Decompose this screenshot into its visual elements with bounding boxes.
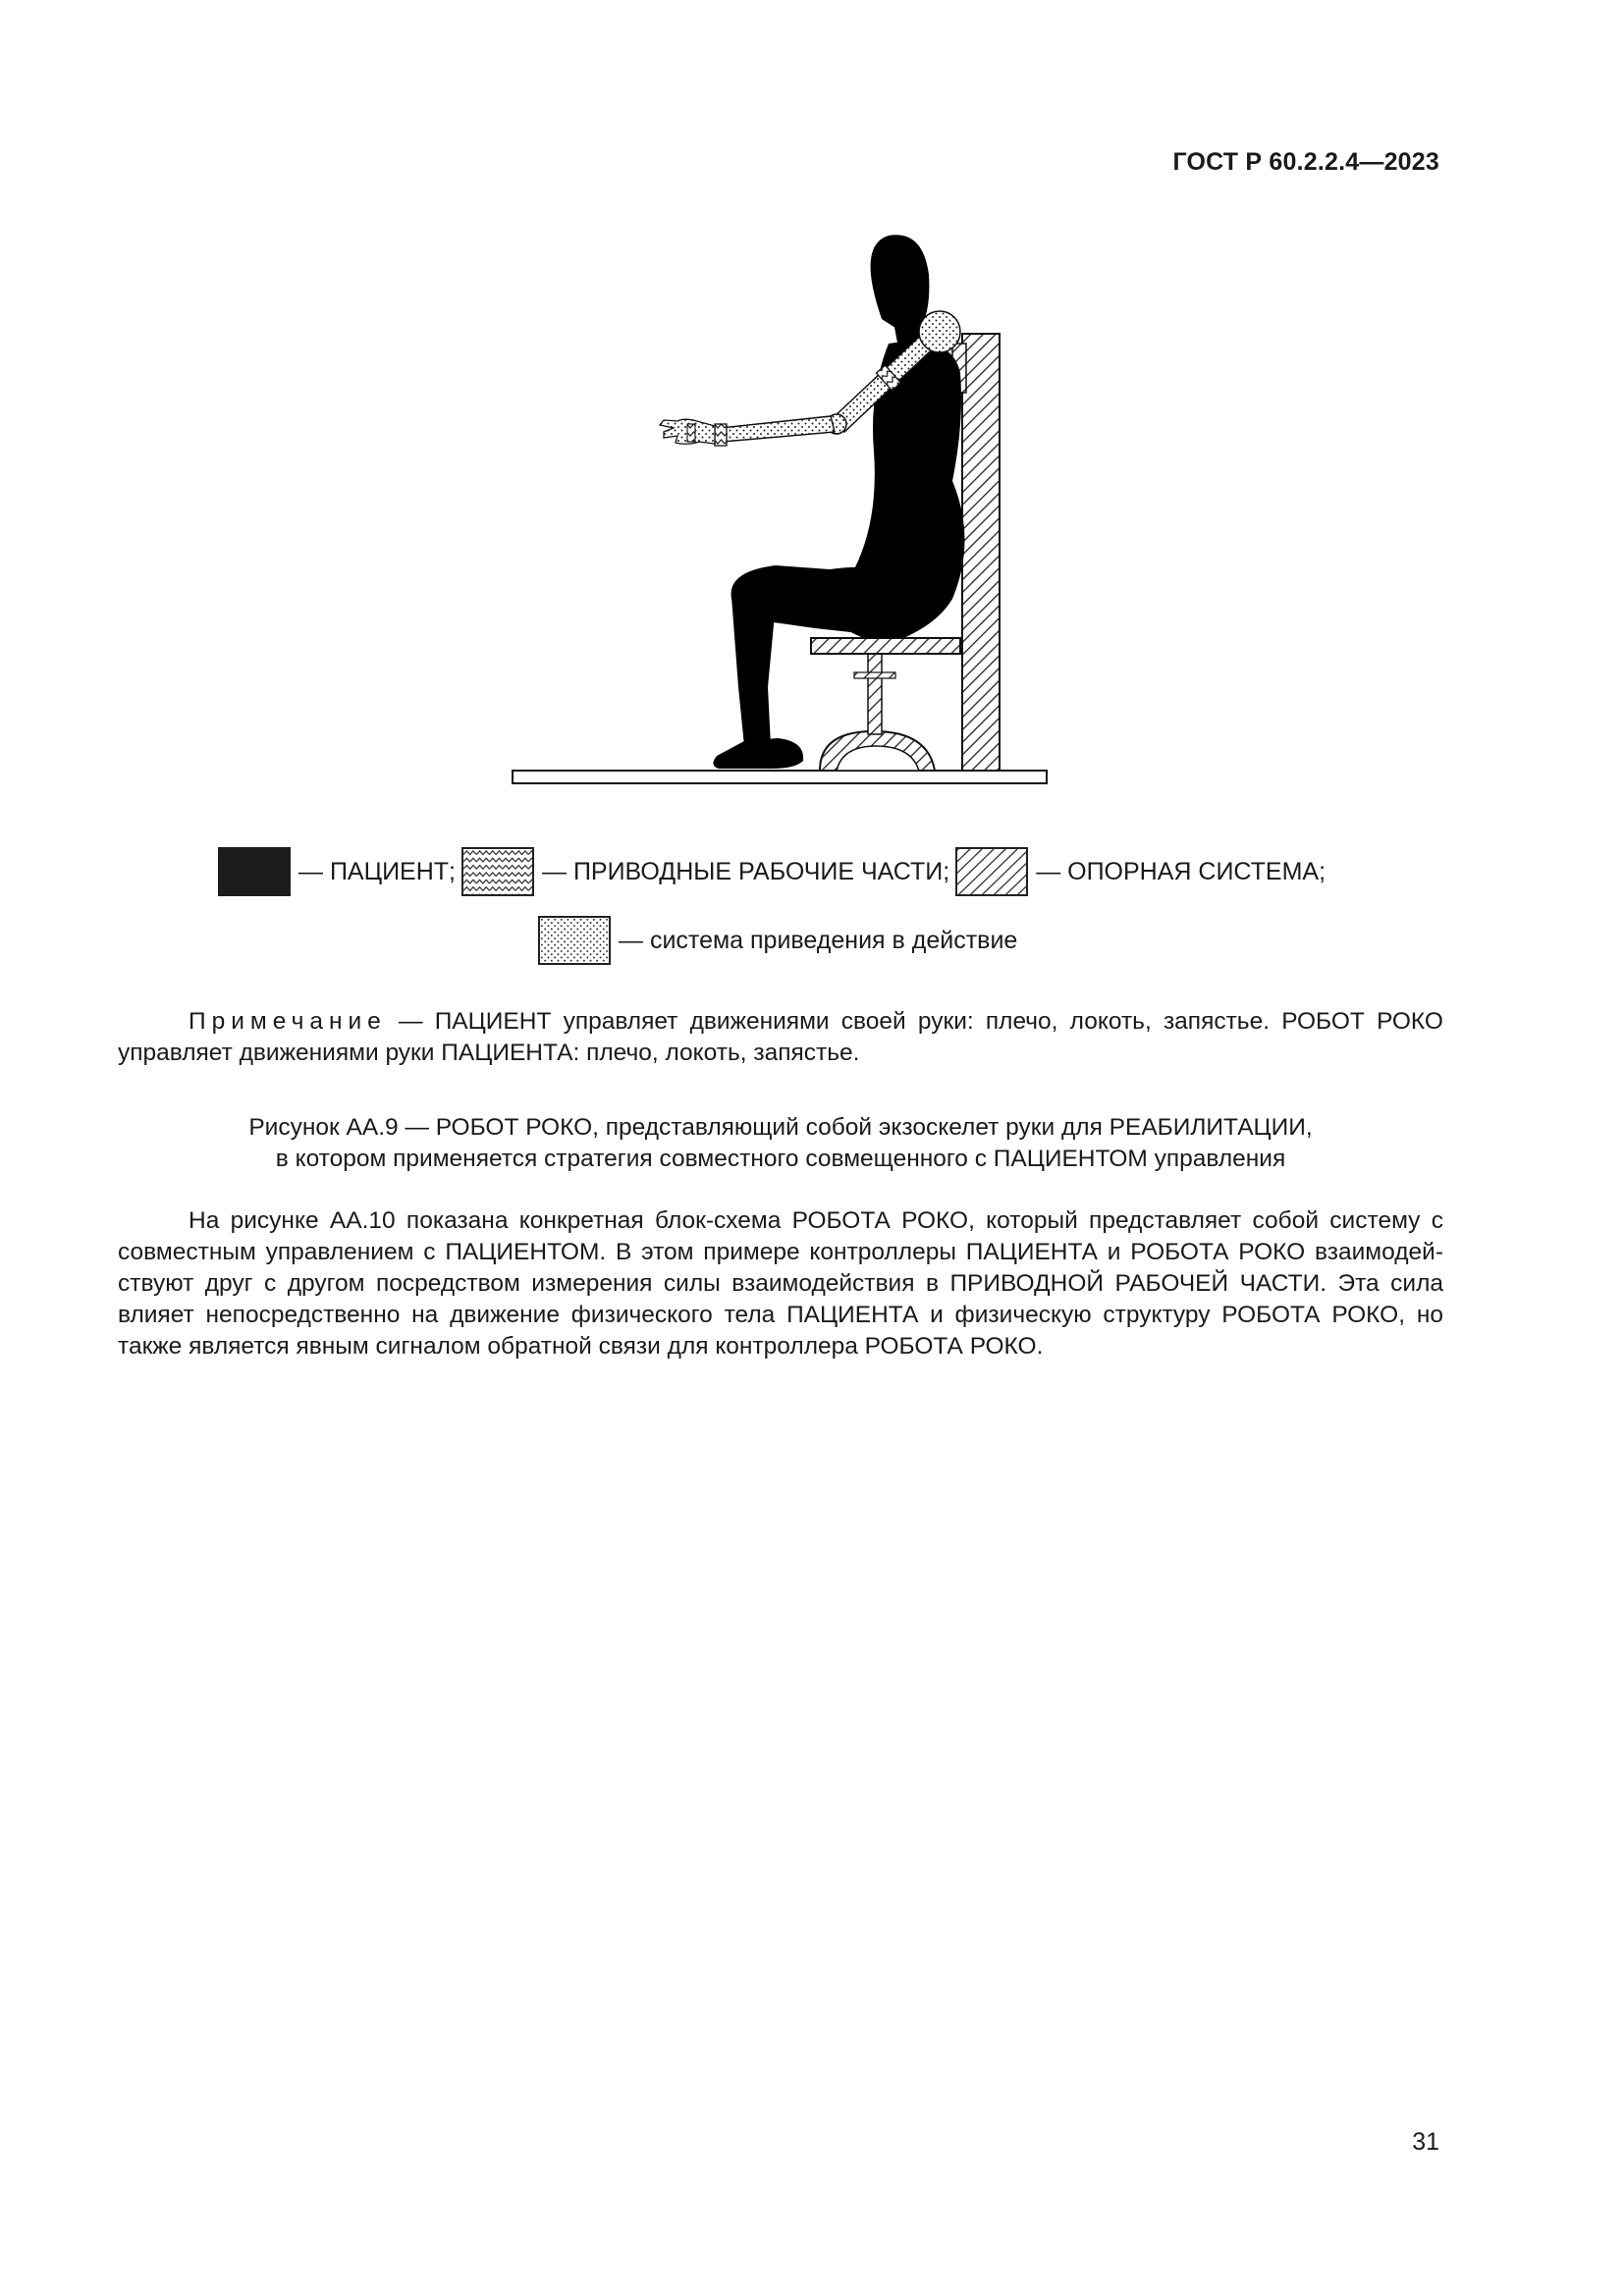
legend-applied-parts-label: — ПРИВОДНЫЕ РАБОЧИЕ ЧАСТИ;	[542, 857, 950, 885]
standard-header: ГОСТ Р 60.2.2.4—2023	[1172, 148, 1439, 176]
figure-caption	[118, 1112, 1443, 1175]
legend-row-2	[538, 916, 1023, 965]
note-text: — ПАЦИЕНТ управляет движениями своей руки: плечо, локоть, запястье. РОБОТ РОКО управляет движениями руки ПАЦИЕНТА: плечо, локоть, запястье.	[118, 1008, 1443, 1066]
stool-stem	[868, 648, 882, 734]
figure-exoskeleton	[491, 226, 1080, 795]
note-label: Примечание	[189, 1008, 387, 1035]
caption-line-1: Рисунок АА.9 — РОБОТ РОКО, представляющий собой экзоскелет руки для РЕАБИЛИТАЦИИ,	[248, 1114, 1313, 1141]
body-text: На рисунке АА.10 показана конкретная блок-схема РОБОТА РОКО, который представляет собой систему с совместным управлением с ПАЦИЕНТОМ. В этом примере контроллеры ПАЦИЕНТА и РОБОТА РОКО взаимодей-ствуют друг с другом посредством измерения силы взаимодействия в ПРИВОДНОЙ РАБОЧЕЙ ЧАСТИ. Эта сила влияет непосредственно на движение физического тела ПАЦИЕНТА и физическую структуру РОБОТА РОКО, но также является явным сигналом обратной связи для контроллера РОБОТА РОКО.	[118, 1207, 1443, 1360]
legend-support-label: — ОПОРНАЯ СИСТЕМА;	[1036, 857, 1326, 885]
page-number: 31	[1412, 2128, 1439, 2156]
legend-row-1	[218, 847, 1331, 896]
backrest-support	[962, 334, 1000, 771]
caption-line-2: в котором применяется стратегия совместного совмещенного с ПАЦИЕНТОМ управления	[275, 1146, 1286, 1172]
patient-swatch	[218, 847, 291, 896]
floor-plate	[513, 771, 1047, 783]
support-swatch	[955, 847, 1028, 896]
applied-parts-swatch	[461, 847, 534, 896]
figure-note	[118, 1006, 1443, 1069]
body-paragraph	[118, 1205, 1443, 1362]
actuation-swatch	[538, 916, 611, 965]
legend-patient-label: — ПАЦИЕНТ;	[298, 857, 456, 885]
legend-actuation-label: — система приведения в действие	[619, 926, 1018, 954]
stool-seat	[811, 638, 960, 654]
